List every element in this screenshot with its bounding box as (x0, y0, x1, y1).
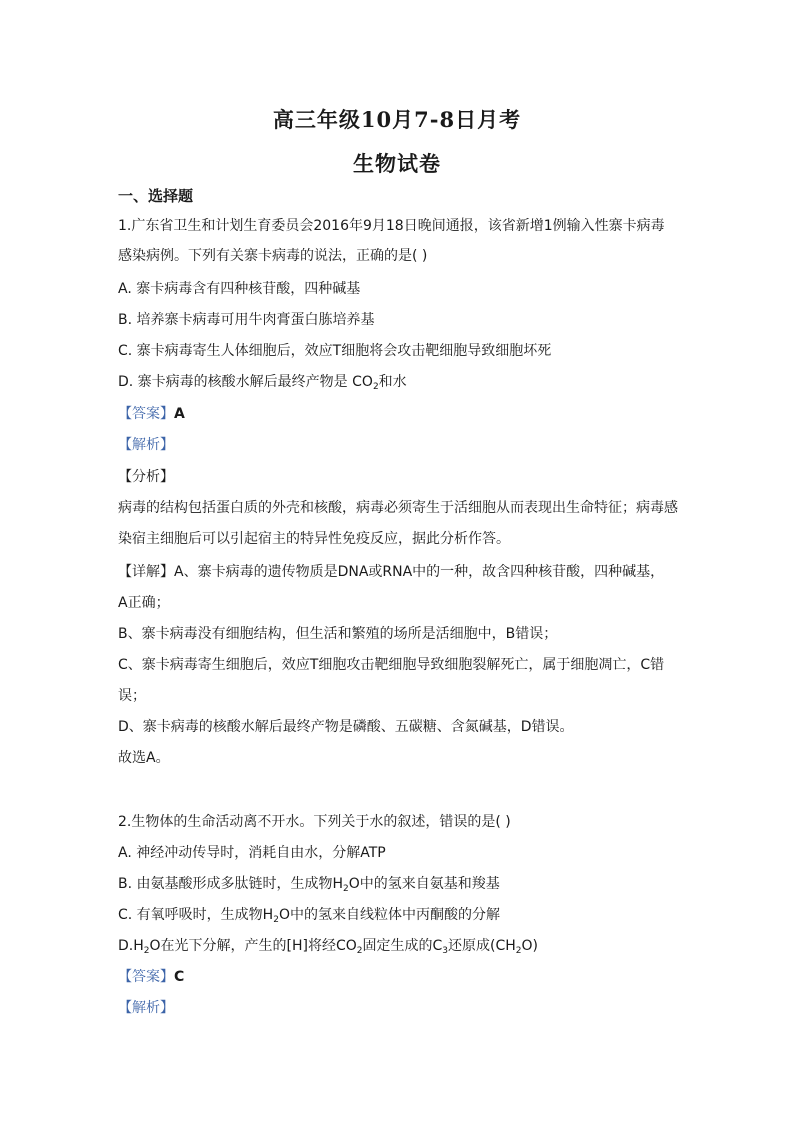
q2-stem: 2.生物体的生命活动离不开水。下列关于水的叙述，错误的是( ) (118, 814, 511, 830)
q1-fenxi-tag: 【分析】 (118, 469, 174, 485)
subscript: 3 (442, 946, 449, 956)
q1-option-d-text: D. 寨卡病毒的核酸水解后最终产物是 CO (118, 374, 373, 390)
answer-tag: 【答案】 (118, 406, 174, 422)
q1-detail-line-4: C、寨卡病毒寄生细胞后，效应T细胞攻击靶细胞导致细胞裂解死亡，属于细胞凋亡，C错 (118, 657, 665, 673)
q2-option-b (118, 874, 500, 894)
q2-option-d-part-3: 固定生成的C (362, 938, 443, 954)
subscript: 2 (273, 915, 279, 925)
q2-option-d (118, 936, 538, 956)
q1-detail-line-1 (118, 562, 664, 582)
q1-answer (118, 404, 185, 424)
q1-stem-line-2: 感染病例。下列有关寨卡病毒的说法，正确的是( ) (118, 248, 428, 264)
q1-conclusion: 故选A。 (118, 750, 170, 766)
answer-value: A (174, 406, 185, 422)
q2-option-d-part-4: 还原成(CH (448, 938, 516, 954)
q1-fenxi-line-2: 染宿主细胞后可以引起宿主的特异性免疫反应，据此分析作答。 (118, 531, 510, 547)
q2-option-b-text: B. 由氨基酸形成多肽链时，生成物H (118, 876, 344, 892)
q2-analysis-tag: 【解析】 (118, 1000, 174, 1016)
subscript: 2 (372, 382, 379, 392)
q2-option-d-part-2: O在光下分解，产生的[H]将经CO (149, 938, 357, 954)
q2-option-d-part-1: D.H (118, 938, 144, 954)
q1-stem-line-1: 1.广东省卫生和计划生育委员会2016年9月18日晚间通报，该省新增1例输入性寨卡病毒 (118, 218, 665, 234)
subscript: 2 (356, 946, 363, 956)
subscript: 2 (515, 946, 522, 956)
q2-answer (118, 967, 184, 987)
section-heading: 一、选择题 (118, 187, 194, 205)
q1-option-d (118, 372, 407, 392)
q2-option-c-text-end: O中的氢来自线粒体中丙酮酸的分解 (278, 907, 500, 923)
subscript: 2 (143, 946, 150, 956)
q1-option-a: A. 寨卡病毒含有四种核苷酸，四种碱基 (118, 281, 361, 297)
q2-option-b-text-end: O中的氢来自氨基和羧基 (348, 876, 500, 892)
q1-option-c: C. 寨卡病毒寄生人体细胞后，效应T细胞将会攻击靶细胞导致细胞坏死 (118, 343, 552, 359)
q1-detail-line-2: A正确； (118, 595, 170, 611)
subscript: 2 (343, 884, 349, 894)
q2-option-d-part-5: O) (521, 938, 538, 954)
q1-detail-line-5: 误； (118, 688, 146, 704)
q1-option-b: B. 培养寨卡病毒可用牛肉膏蛋白胨培养基 (118, 312, 375, 328)
q2-option-a: A. 神经冲动传导时，消耗自由水，分解ATP (118, 845, 386, 861)
q1-detail-line-3: B、寨卡病毒没有细胞结构，但生活和繁殖的场所是活细胞中，B错误； (118, 626, 558, 642)
q2-option-c (118, 905, 500, 925)
q1-detail-line-6: D、寨卡病毒的核酸水解后最终产物是磷酸、五碳糖、含氮碱基，D错误。 (118, 719, 574, 735)
q1-fenxi-line-1: 病毒的结构包括蛋白质的外壳和核酸，病毒必须寄生于活细胞从而表现出生命特征；病毒感 (118, 500, 678, 516)
q1-option-d-text-end: 和水 (378, 374, 407, 390)
answer-tag: 【答案】 (118, 969, 174, 985)
q1-analysis-tag: 【解析】 (118, 437, 174, 453)
answer-value: C (174, 969, 185, 985)
detail-tag: 【详解】 (118, 564, 174, 580)
exam-title: 高三年级10月7-8日月考 (272, 107, 522, 132)
exam-subtitle: 生物试卷 (353, 151, 441, 176)
q2-option-c-text: C. 有氧呼吸时，生成物H (118, 907, 274, 923)
detail-text: A、寨卡病毒的遗传物质是DNA或RNA中的一种，故含四种核苷酸，四种碱基， (174, 564, 665, 580)
